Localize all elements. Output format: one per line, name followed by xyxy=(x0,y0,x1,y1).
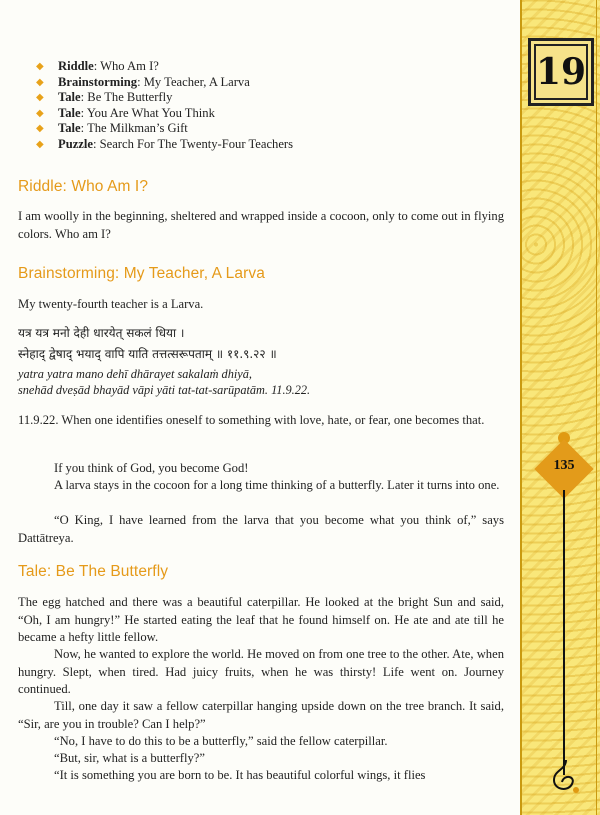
band-border-left xyxy=(520,0,522,815)
riddle-text: I am woolly in the beginning, sheltered and wrapped inside a cocoon, only to come out in flying colors. Who am I? xyxy=(18,209,504,241)
tale-paragraph: “No, I have to do this to be a butterfly,” said the fellow caterpillar. xyxy=(54,734,388,748)
tale-paragraph: “But, sir, what is a butterfly?” xyxy=(54,751,205,765)
decorative-margin-band xyxy=(520,0,600,815)
sanskrit-verse-line-1: यत्र यत्र मनो देही धारयेत् सकलं धिया । xyxy=(18,326,185,340)
tale-paragraph: The egg hatched and there was a beautiful caterpillar. He looked at the bright Sun and said, “Oh, I am hungry!” He started eating the leaf that he found himself on. He ate and ate till he became a hefty little fellow. xyxy=(18,595,504,644)
band-border-right xyxy=(596,0,597,815)
larva-intro: My twenty-fourth teacher is a Larva. xyxy=(18,297,204,311)
contents-item: ◆ Tale: Be The Butterfly xyxy=(36,90,173,105)
sanskrit-verse-line-2: स्नेहाद् द्वेषाद् भयाद् वापि याति तत्तत्सरूपताम् ॥ ११.९.२२ ॥ xyxy=(18,347,277,361)
transliteration-line-1: yatra yatra mano dehī dhārayet sakalaṁ dhiyā, xyxy=(18,367,252,381)
riddle-heading: Riddle: Who Am I? xyxy=(18,178,149,195)
diamond-bullet-icon: ◆ xyxy=(36,107,44,119)
transliteration-line-2: snehād dveṣād bhayād vāpi yāti tat-tat-sarūpatām. 11.9.22. xyxy=(18,383,311,397)
diamond-bullet-icon: ◆ xyxy=(36,76,44,88)
ornament-line xyxy=(563,490,565,775)
swirl-ornament-icon xyxy=(546,760,586,796)
contents-item: ◆ Puzzle: Search For The Twenty-Four Teachers xyxy=(36,136,294,151)
contents-item: ◆ Tale: You Are What You Think xyxy=(36,105,215,120)
tale-paragraph: Till, one day it saw a fellow caterpillar hanging upside down on the tree branch. It said, “Sir, are you in trouble? Can I help?” xyxy=(18,699,504,731)
page-number: 135 xyxy=(553,458,575,473)
larva-paragraph: “O King, I have learned from the larva that you become what you think of,” says Dattātreya. xyxy=(18,513,504,545)
larva-paragraph: If you think of God, you become God! xyxy=(54,461,249,475)
verse-meaning: 11.9.22. When one identifies oneself to something with love, hate, or fear, one becomes that. xyxy=(18,413,485,427)
tale-paragraph: Now, he wanted to explore the world. He moved on from one tree to the other. Ate, when hungry. Slept, when tired. Had juicy fruits, when he was thirsty! Life went on. Journey continued. xyxy=(18,647,504,696)
contents-item: ◆ Riddle: Who Am I? xyxy=(36,59,159,73)
diamond-bullet-icon: ◆ xyxy=(36,92,44,104)
brainstorming-heading: Brainstorming: My Teacher, A Larva xyxy=(18,265,265,282)
chapter-number: 19 xyxy=(535,51,587,93)
diamond-bullet-icon: ◆ xyxy=(36,61,44,72)
chapter-contents-list xyxy=(36,59,293,153)
diamond-bullet-icon: ◆ xyxy=(36,123,44,135)
contents-item: ◆ Brainstorming: My Teacher, A Larva xyxy=(36,74,250,89)
larva-paragraph: A larva stays in the cocoon for a long time thinking of a butterfly. Later it turns into one. xyxy=(54,478,500,492)
contents-item: ◆ Tale: The Milkman’s Gift xyxy=(36,121,188,136)
tale-heading: Tale: Be The Butterfly xyxy=(18,563,169,580)
chapter-number-box xyxy=(528,38,594,106)
tale-paragraph: “It is something you are born to be. It has beautiful colorful wings, it flies xyxy=(54,768,426,782)
diamond-bullet-icon: ◆ xyxy=(36,138,44,150)
